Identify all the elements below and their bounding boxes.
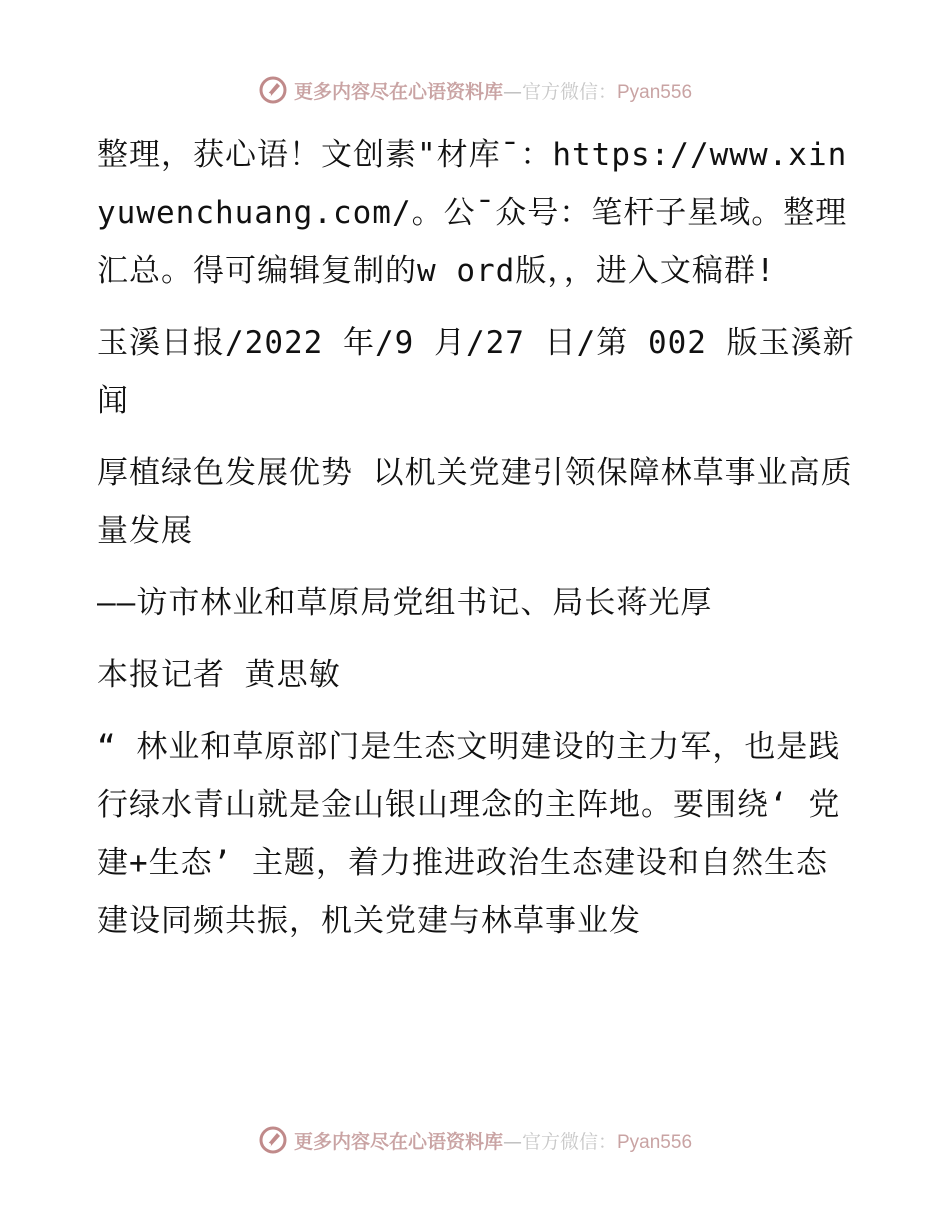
byline: 本报记者 黄思敏 (97, 657, 341, 693)
document-body (97, 126, 857, 964)
header-watermark (0, 70, 950, 110)
watermark-text (294, 77, 692, 104)
footer-watermark (0, 1120, 950, 1160)
body-paragraph: “ 林业和草原部门是生态文明建设的主力军，也是践行绿水青山就是金山银山理念的主阵地。要围绕‘ 党建+生态’ 主题，着力推进政治生态建设和自然生态建设同频共振，机关党建与林草事业发 (97, 729, 841, 939)
watermark-main: 更多内容尽在心语资料库 (293, 80, 503, 103)
brand-logo-icon (258, 75, 288, 105)
watermark-separator: — (502, 80, 522, 103)
watermark-separator: — (502, 1130, 522, 1153)
watermark-wechat-label: 官方微信： (521, 80, 617, 103)
intro-paragraph: 整理，获心语！文创素"材库¯：https://www.xinyuwenchuang.com/。公¯众号：笔杆子星域。整理汇总。得可编辑复制的w ord版，，进入文稿群! (97, 137, 848, 289)
article-title: 厚植绿色发展优势 以机关党建引领保障林草事业高质量发展 (97, 455, 853, 549)
watermark-wechat-id: Pyan556 (617, 81, 693, 103)
source-line: 玉溪日报/2022 年/9 月/27 日/第 002 版玉溪新闻 (97, 325, 855, 419)
watermark-wechat-id: Pyan556 (617, 1131, 693, 1153)
watermark-main: 更多内容尽在心语资料库 (293, 1130, 503, 1153)
article-subtitle: ——访市林业和草原局党组书记、局长蒋光厚 (97, 585, 713, 621)
brand-logo-icon (258, 1125, 288, 1155)
watermark-wechat-label: 官方微信： (521, 1130, 617, 1153)
watermark-text (294, 1127, 692, 1154)
